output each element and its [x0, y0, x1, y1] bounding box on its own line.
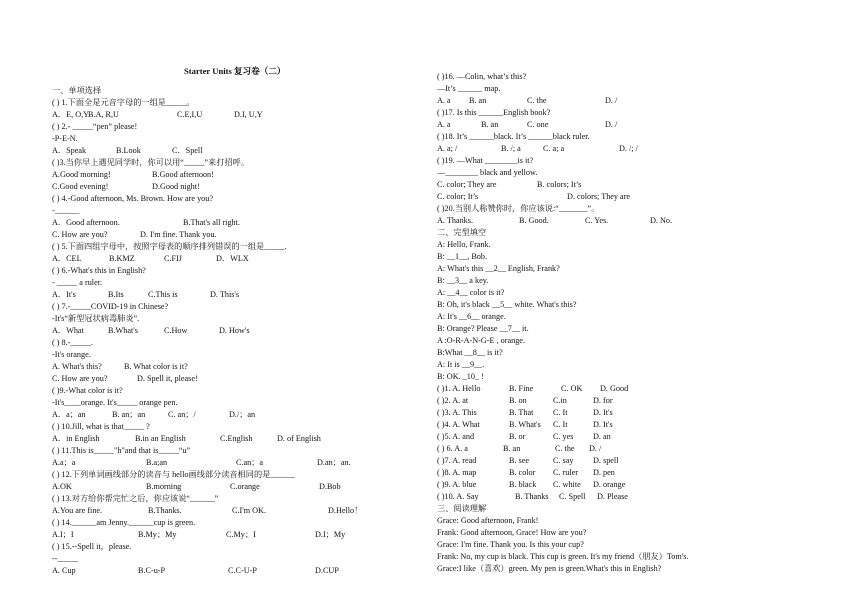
option-text: B.What's [108, 326, 138, 335]
option-text: C．Spell [172, 146, 203, 155]
text-line [52, 314, 139, 324]
option-text: C. yes [553, 432, 574, 441]
line-text: A: What's this __2__ English, Frank? [437, 264, 560, 273]
option-text: D．WLX [216, 254, 249, 263]
option-text: C. say [553, 456, 574, 465]
line-text: -It's“新型冠状病毒肺炎”. [52, 314, 140, 323]
text-line [437, 408, 613, 418]
text-line [52, 554, 78, 564]
text-line [52, 122, 137, 132]
option-text: B.My；My [138, 530, 177, 539]
line-text: A. Cup [52, 566, 76, 575]
line-text: B: OK. _10_ ! [437, 372, 484, 381]
option-text: C. It [553, 420, 568, 429]
line-text: A. a [437, 120, 451, 129]
option-text: B. or [509, 432, 526, 441]
option-text: B. What color is it? [124, 362, 188, 371]
option-text: D. orange [593, 480, 626, 489]
option-text: D. / [589, 444, 602, 453]
text-line [437, 300, 576, 310]
line-text: ( )4. A. What [437, 420, 480, 429]
option-text: C.FIJ [164, 254, 182, 263]
line-text: A: It's __6__ orange. [437, 312, 506, 321]
line-text: ( ) 6.-What's this in English? [52, 266, 146, 275]
option-text: C.in [553, 396, 567, 405]
line-text: A: __4__ color is it? [437, 288, 505, 297]
text-line [52, 242, 287, 252]
line-text: ( ) 10.Jill, what is that_____ ? [52, 422, 150, 431]
line-text: ( ) 8.-_____. [52, 338, 93, 347]
option-text: B.morning [146, 482, 182, 491]
option-text: B. black [509, 480, 537, 489]
line-text: C. color; They are [437, 180, 497, 189]
text-line [52, 302, 168, 312]
text-line [52, 338, 93, 348]
line-text: ( )10. A. Say [437, 492, 479, 501]
line-text: 二、完型填空 [437, 228, 487, 237]
option-text: D. It's [593, 420, 613, 429]
option-text: C.How [164, 326, 188, 335]
text-line [52, 254, 249, 264]
line-text: A．Good afternoon. [52, 218, 120, 227]
line-text: --_____ [52, 554, 78, 563]
text-line [52, 482, 341, 492]
line-text: ( ) 1.下面全是元音字母的一组是_____。 [52, 98, 195, 107]
option-text: C. the [527, 96, 547, 105]
option-text: C. ruler [553, 468, 579, 477]
page-title: Starter Units 复习卷（二） [184, 66, 286, 76]
line-text: A.OK [52, 482, 72, 491]
option-text: D. Good [600, 384, 629, 393]
option-text: D./；an [229, 410, 256, 419]
text-line [437, 216, 673, 226]
text-line [52, 110, 263, 120]
text-line [52, 506, 363, 516]
text-line [437, 384, 629, 394]
option-text: C. the [555, 444, 575, 453]
line-text: B: Oh, it's black __5__ white. What's this? [437, 300, 577, 309]
text-line [52, 362, 188, 372]
line-text: ( )1. A. Hello [437, 384, 481, 393]
text-line [437, 480, 626, 490]
option-text: B. What's [509, 420, 541, 429]
option-text: B.Good afternoon! [152, 170, 214, 179]
text-line [437, 516, 538, 526]
line-text: A.a；a [52, 458, 76, 467]
text-line [52, 218, 240, 228]
text-line [437, 372, 484, 382]
text-line [52, 350, 91, 360]
option-text: D. No. [650, 216, 673, 225]
line-text: ( )16. —Colin, what’s this? [437, 72, 527, 81]
option-text: B.KMZ [109, 254, 135, 263]
line-text: C. color; It’s [437, 192, 479, 201]
option-text: D. an [593, 432, 611, 441]
option-text: C.English [220, 434, 253, 443]
text-line [52, 446, 190, 456]
text-line [437, 168, 537, 178]
line-text: ( )19. —What ________is it? [437, 156, 534, 165]
option-text: C.an；a [236, 458, 264, 467]
text-line [437, 456, 619, 466]
text-line [52, 542, 131, 552]
line-text: A.You are fine. [52, 506, 103, 515]
text-line [52, 290, 240, 300]
option-text: C. an；/ [168, 410, 196, 419]
text-line [52, 566, 339, 576]
text-line [437, 420, 613, 430]
option-text: B. colors; It’s [537, 180, 582, 189]
text-line [52, 518, 195, 528]
option-text: D. of English [277, 434, 321, 443]
line-text: ( ) 11.This is_____"h"and that is_____“u” [52, 446, 191, 455]
text-line [437, 540, 584, 550]
option-text: B. an [503, 444, 521, 453]
text-line [437, 468, 615, 478]
text-line [437, 204, 599, 214]
option-text: D.I, U,Y [234, 110, 263, 119]
text-line [52, 374, 198, 384]
text-line [437, 192, 631, 202]
option-text: C.E,I,U [177, 110, 203, 119]
option-text: B.Its [108, 290, 124, 299]
text-line [52, 230, 217, 240]
option-text: B. see [509, 456, 530, 465]
option-text: C.orange [230, 482, 260, 491]
option-text: C. a; a [543, 144, 565, 153]
option-text: B.Thanks. [148, 506, 182, 515]
line-text: A. What's this? [52, 362, 102, 371]
line-text: ( ) 4.-Good afternoon, Ms. Brown. How are you? [52, 194, 213, 203]
text-line [52, 170, 214, 180]
line-text: ( )3. A. This [437, 408, 477, 417]
text-line [52, 530, 346, 540]
line-text: ( ) 13.对方给你帮完忙之后，你应该说“______” [52, 494, 219, 503]
text-line [437, 552, 688, 562]
text-line [437, 432, 611, 442]
line-text: Frank: Good afternoon, Grace! How are you? [437, 528, 587, 537]
option-text: C. Yes. [585, 216, 609, 225]
line-text: B: __1__, Bob. [437, 252, 488, 261]
option-text: C.C-U-P [228, 566, 257, 575]
option-text: D.an；an. [317, 458, 351, 467]
option-text: B. an [469, 96, 487, 105]
line-text: B:What __8__ is it? [437, 348, 503, 357]
option-text: D. It's [593, 408, 613, 417]
text-line [437, 144, 638, 154]
text-line [437, 324, 529, 334]
line-text: A: It is __9__. [437, 360, 485, 369]
option-text: D. spell [593, 456, 619, 465]
text-line [437, 564, 661, 574]
text-line [52, 266, 146, 276]
line-text: ( )7. A. read [437, 456, 477, 465]
line-text: ( ) 14.______am Jenny.______cup is green. [52, 518, 196, 527]
text-line [437, 240, 491, 250]
option-text: B. an [481, 120, 499, 129]
line-text: -P-E-N. [52, 134, 78, 143]
line-text: -It's____orange. It's_____ orange pen. [52, 398, 178, 407]
option-text: B.Look [116, 146, 141, 155]
option-text: C.This is [148, 290, 178, 299]
option-text: D. /; / [619, 144, 638, 153]
line-text: A．Speak [52, 146, 87, 155]
option-text: D. How's [219, 326, 250, 335]
text-line [437, 504, 486, 514]
line-text: A. a [437, 96, 451, 105]
option-text: D. Please [597, 492, 628, 501]
text-line [52, 398, 178, 408]
option-text: D. Spell it, please! [137, 374, 198, 383]
line-text: -______ [52, 206, 80, 215]
text-line [437, 444, 602, 454]
text-line [437, 492, 628, 502]
option-text: B. Fine [509, 384, 534, 393]
text-line [437, 396, 613, 406]
option-text: D. / [605, 96, 618, 105]
option-text: D. I'm fine. Thank you. [140, 230, 217, 239]
option-text: D.Hello！ [328, 506, 363, 515]
line-text: B: __3__ a key. [437, 276, 489, 285]
text-line [52, 182, 200, 192]
text-line [52, 386, 123, 396]
option-text: D. pen [593, 468, 615, 477]
text-line [437, 336, 525, 346]
line-text: A．in English [52, 434, 100, 443]
option-text: C.I'm OK. [232, 506, 266, 515]
line-text: ( )8. A. map [437, 468, 477, 477]
text-line [52, 194, 213, 204]
text-line [437, 180, 582, 190]
line-text: ( )18. It’s ______black. It’s ______black ruler. [437, 132, 590, 141]
line-text: A. Thanks. [437, 216, 474, 225]
text-line [437, 288, 504, 298]
option-text: C. one [527, 120, 549, 129]
option-text: D.Bob [319, 482, 341, 491]
text-line [437, 276, 488, 286]
text-line [437, 528, 586, 538]
text-line [52, 494, 218, 504]
text-line [437, 264, 560, 274]
line-text: ( )9. A. blue [437, 480, 477, 489]
text-line [52, 410, 256, 420]
text-line [437, 156, 533, 166]
text-line [52, 422, 150, 432]
option-text: D.I；My [315, 530, 346, 539]
line-text: C.Good evening! [52, 182, 109, 191]
text-line [437, 120, 618, 130]
text-line [437, 252, 487, 262]
line-text: ( )20.当别人称赞你时，你应该说:“_______”。 [437, 204, 600, 213]
line-text: A. a; / [437, 144, 458, 153]
option-text: B. Good. [519, 216, 549, 225]
line-text: Frank: No, my cup is black. This cup is green. It's my friend（朋友）Tom's. [437, 552, 689, 561]
line-text: ( )17. Is this ______English book? [437, 108, 551, 117]
text-line [52, 158, 249, 168]
text-line [437, 348, 503, 358]
option-text: D. / [605, 120, 618, 129]
line-text: A．a；an [52, 410, 86, 419]
option-text: C. It [553, 408, 568, 417]
text-line [52, 458, 351, 468]
text-line [52, 470, 295, 480]
text-line [437, 312, 506, 322]
option-text: B. Thanks [515, 492, 549, 501]
line-text: Grace:I like（喜欢）green. My pen is green.What's this in English? [437, 564, 662, 573]
option-text: C. Spell [559, 492, 586, 501]
line-text: - _____ a ruler. [52, 278, 103, 287]
option-text: D. for [593, 396, 613, 405]
line-text: ( )5. A. and [437, 432, 475, 441]
option-text: B.A, R,U [88, 110, 119, 119]
line-text: ( ) 15.--Spell it，please. [52, 542, 132, 551]
line-text: ( ) 12.下列单词画线部分的读音与 hello画线部分读音相同的是______ [52, 470, 295, 479]
line-text: A.Good morning! [52, 170, 111, 179]
line-text: ( )3.当你早上遇见同学时，你可以用“_____”来打招呼。 [52, 158, 249, 167]
text-line [52, 434, 321, 444]
option-text: B. on [509, 396, 527, 405]
text-line [52, 86, 101, 96]
line-text: A.I；I [52, 530, 74, 539]
option-text: D.CUP [315, 566, 339, 575]
line-text: 一、单项选择 [52, 86, 102, 95]
option-text: B. color [509, 468, 536, 477]
option-text: C. white [553, 480, 581, 489]
line-text: -It's orange. [52, 350, 91, 359]
line-text: A．E, O,Y [52, 110, 90, 119]
option-text: D.Good night! [152, 182, 200, 191]
option-text: C. OK [561, 384, 583, 393]
line-text: Grace: I'm fine. Thank you. Is this your cup? [437, 540, 584, 549]
option-text: D. This's [210, 290, 240, 299]
text-line [437, 360, 484, 370]
line-text: ( ) 2.- _____“pen” please! [52, 122, 138, 131]
text-line [437, 132, 590, 142]
line-text: Grace: Good afternoon, Frank! [437, 516, 539, 525]
line-text: A: Hello, Frank. [437, 240, 491, 249]
line-text: ( ) 6. A. a [437, 444, 468, 453]
line-text: A．CEL [52, 254, 82, 263]
text-line [52, 278, 102, 288]
line-text: —________ black and yellow. [437, 168, 538, 177]
line-text: ( )2. A. at [437, 396, 469, 405]
text-line [437, 228, 486, 238]
line-text: A :O-R-A-N-G-E , orange. [437, 336, 525, 345]
line-text: ( )9.-What color is it? [52, 386, 123, 395]
line-text: A．What [52, 326, 84, 335]
text-line [437, 72, 526, 82]
line-text: C. How are you? [52, 230, 108, 239]
line-text: 三、阅读理解 [437, 504, 487, 513]
text-line [52, 206, 79, 216]
line-text: —It’s ______ map. [437, 84, 501, 93]
option-text: B.C-u-P [138, 566, 166, 575]
option-text: B. That [509, 408, 534, 417]
text-line [437, 84, 500, 94]
text-line [52, 146, 203, 156]
text-line [52, 326, 250, 336]
option-text: B.a;an [146, 458, 168, 467]
option-text: B.That's all right. [183, 218, 240, 227]
option-text: B.in an English [135, 434, 186, 443]
line-text: A．It's [52, 290, 76, 299]
option-text: C.My；I [226, 530, 256, 539]
option-text: D. colors; They are [567, 192, 631, 201]
option-text: B. an；an [112, 410, 146, 419]
text-line [437, 108, 550, 118]
line-text: B: Orange? Please __7__ it. [437, 324, 529, 333]
line-text: C. How are you? [52, 374, 108, 383]
text-line [52, 134, 78, 144]
line-text: ( ) 7.-_____COVID-19 in Chinese? [52, 302, 169, 311]
text-line [52, 98, 195, 108]
text-line [437, 96, 618, 106]
line-text: ( ) 5.下面四组字母中，按照字母表的顺序排列错误的一组是_____. [52, 242, 287, 251]
option-text: B. /; a [501, 144, 521, 153]
